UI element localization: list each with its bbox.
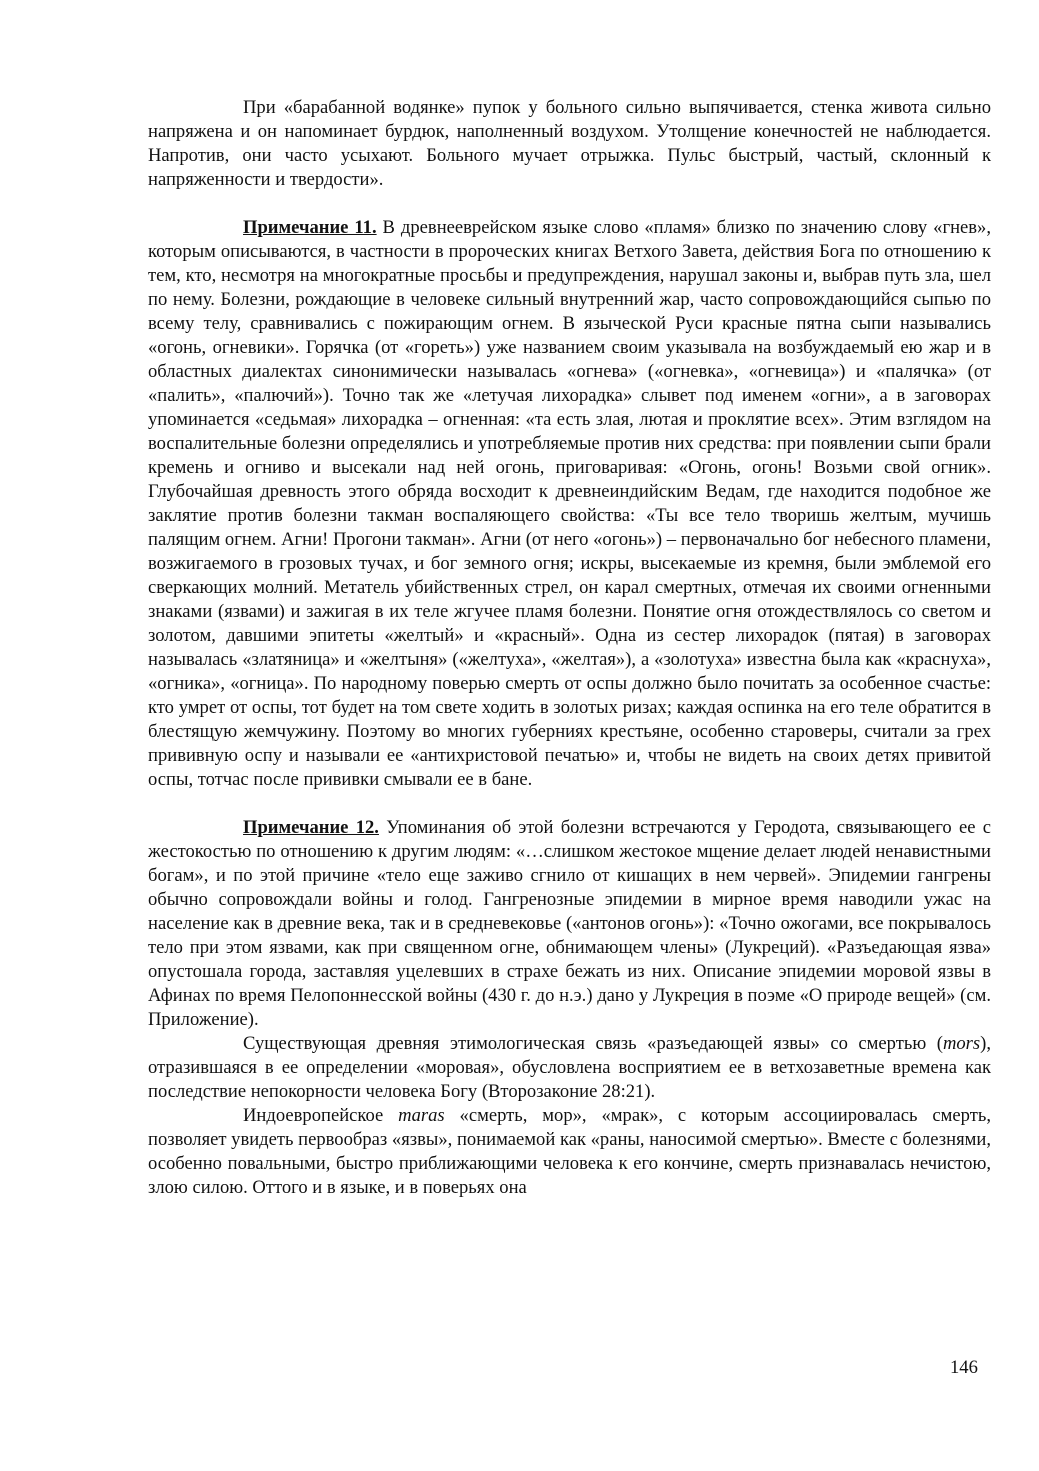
note-11-text: В древнееврейском языке слово «пламя» близко по значению слову «гнев», которым описываются, в частности в пророческих книгах Ветхого Завета, действия Бога по отношению к тем, кто, несмотря на многократные просьбы и предупреждения, нарушал законы и, выбрав путь зла, шел по нему. Болезни, рождающие в человеке сильный внутренний жар, часто сопровождающийся сыпью по всему телу, сравнивались с пожирающим огнем. В языческой Руси красные пятна сыпи назывались «огонь, огневики». Горячка (от «гореть») уже названием своим указывала на возбуждаемый ею жар и в областных диалектах синонимически называлась «огнева» («огневка», «огневица») и «палячка» (от «палить», «палючий»). Точно так же «летучая лихорадка» слывет под именем «огни», а в заговорах упоминается «седьмая» лихорадка – огненная: «та есть злая, лютая и проклятие всех». Этим взглядом на воспалительные болезни определялись и употребляемые против них средства: при появлении сыпи брали кремень и огниво и высекали над ней огонь, приговаривая: «Огонь, огонь! Возьми свой огник». Глубочайшая древность этого обряда восходит к древнеиндийским Ведам, где находится подобное же заклятие против болезни такман воспаляющего свойства: «Ты все тело творишь желтым, мучишь палящим огнем. Агни! Прогони такман». Агни (от него «огонь») – первоначально бог небесного пламени, возжигаемого в грозовых тучах, и бог земного огня; искры, высекаемые из кремня, были эмблемой его сверкающих молний. Метатель убийственных стрел, он карал смертных, отмечая их своими огненными знаками (язвами) и зажигая в их теле жгучее пламя болезни. Понятие огня отождествлялось со светом и золотом, давшими эпитеты «желтый» и «красный». Одна из сестер лихорадок (пятая) в заговорах называлась «златяница» и «желтыня» («желтуха», «желтая»), а «золотуха» известна была как «краснуха», «огника», «огница». По народному поверью смерть от оспы должно было почитать за особенное счастье: кто умрет от оспы, тот будет на том свете ходить в золотых ризах; каждая оспинка на его теле обратится в блестящую жемчужину. Поэтому во многих губерниях крестьяне, особенно староверы, считали за грех прививную оспу и называли ее «антихристовой печатью» и, чтобы не видеть на своих детях привитой оспы, тотчас после прививки смывали ее в бане. <box>148 217 991 790</box>
paragraph-text: ), отразившаяся в ее определении «моровая», обусловлена восприятием ее в ветхозаветные времена как последствие непокорности человека Богу (Второзаконие 28:21). <box>148 1033 991 1102</box>
paragraph-text: Индоевропейское <box>243 1105 399 1126</box>
paragraph-etymology <box>148 1032 991 1104</box>
paragraph-text: При «барабанной водянке» пупок у больного сильно выпячивается, стенка живота сильно напряжена и он напоминает бурдюк, наполненный воздухом. Утолщение конечностей не наблюдается. Напротив, они часто усыхают. Больного мучает отрыжка. Пульс быстрый, частый, склонный к напряженности и твердости». <box>148 97 991 190</box>
paragraph-dropsy <box>148 96 991 192</box>
note-12-text: Упоминания об этой болезни встречаются у Геродота, связывающего ее с жестокостью по отношению к другим людям: «…слишком жестокое мщение делает людей ненавистными богам», и по этой причине «тело еще заживо сгнило от кишащих в нем червей». Эпидемии гангрены обычно сопровождали войны и голод. Гангренозные эпидемии в мирное время наводили ужас на население как в древние века, так и в средневековье («антонов огонь»): «Точно ожогами, все покрывалось тело при этом язвами, как при священном огне, обнимающем члены» (Лукреций). «Разъедающая язва» опустошала города, заставляя уцелевших в страхе бежать из них. Описание эпидемии моровой язвы в Афинах по время Пелопоннесской войны (430 г. до н.э.) дано у Лукреция в поэме «О природе вещей» (см. Приложение). <box>148 817 991 1030</box>
note-11 <box>148 216 991 792</box>
paragraph-text: «смерть, мор», «мрак», с которым ассоциировалась смерть, позволяет увидеть первообраз «язвы», понимаемой как «раны, наносимой смертью». Вместе с болезнями, особенно повальными, быстро приближающими человека к его кончине, смерть признавалась нечистою, злою силою. Оттого и в языке, и в поверьях она <box>148 1105 991 1198</box>
italic-term-maras: maras <box>398 1105 445 1126</box>
note-11-label: Примечание 11. <box>243 217 377 238</box>
note-12 <box>148 816 991 1032</box>
paragraph-maras <box>148 1104 991 1200</box>
document-page <box>148 96 991 1200</box>
paragraph-text: Существующая древняя этимологическая связь «разъедающей язвы» со смертью ( <box>243 1033 943 1054</box>
italic-term-mors: mors <box>942 1033 981 1054</box>
note-12-label: Примечание 12. <box>243 817 379 838</box>
page-number: 146 <box>950 1357 978 1378</box>
